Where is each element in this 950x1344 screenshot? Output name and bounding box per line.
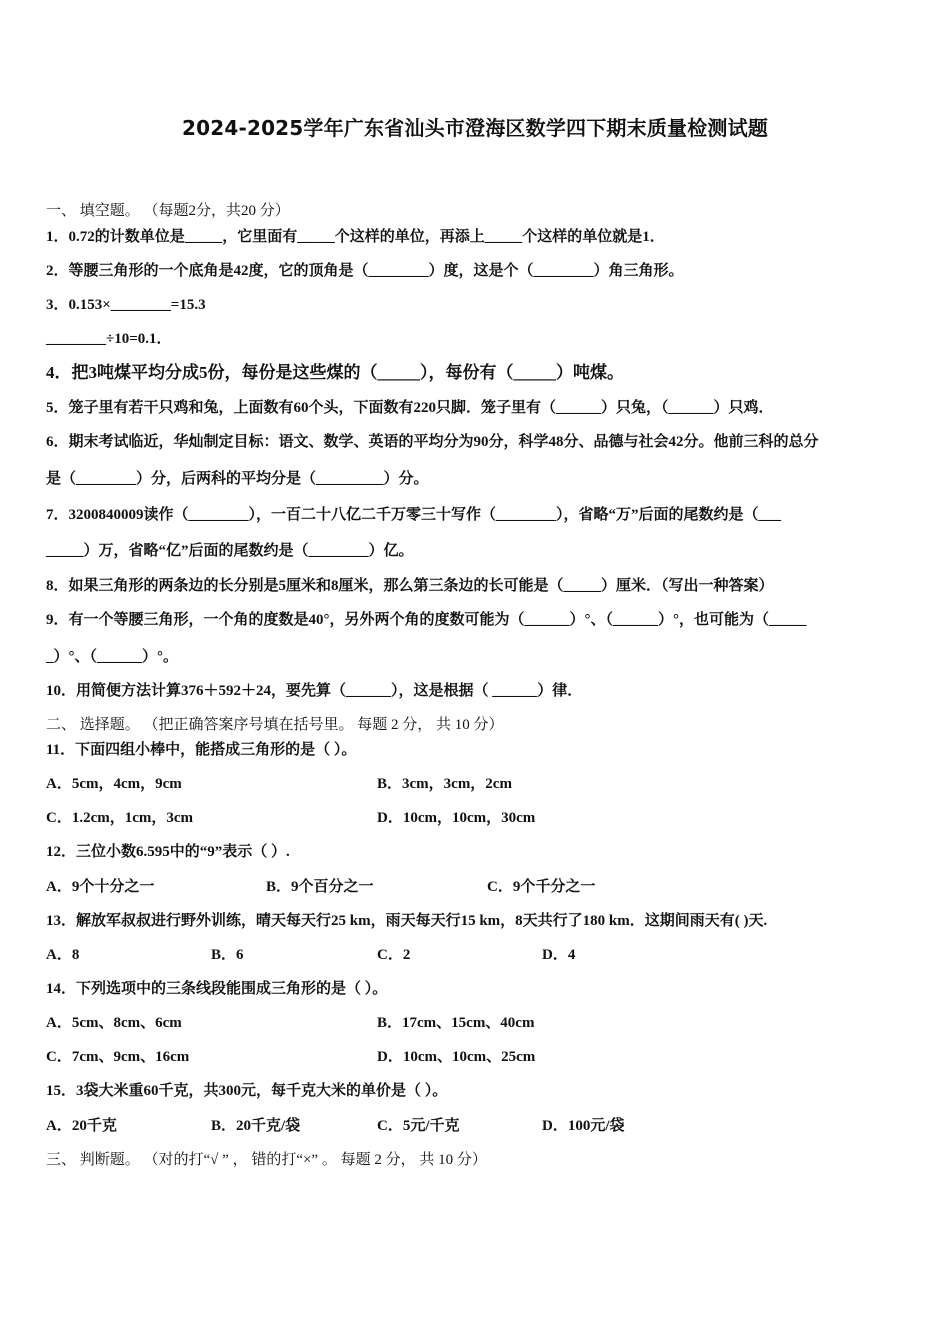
question-5: 5．笼子里有若干只鸡和兔，上面数有60个头，下面数有220只脚．笼子里有（______）只兔，（______）只鸡．: [46, 400, 774, 416]
section-1-title: 一、 填空题。: [46, 203, 140, 219]
question-8: 8．如果三角形的两条边的长分别是5厘米和8厘米，那么第三条边的长可能是（_____）厘米．（写出一种答案）: [46, 578, 774, 594]
q15-option-a: A．20千克: [46, 1118, 117, 1134]
section-1-heading: [46, 201, 290, 221]
section-2-heading: [46, 715, 504, 735]
q12-option-a: A．9个十分之一: [46, 879, 155, 895]
question-9-line-2: _）°、（______）°。: [46, 649, 178, 665]
question-1: 1．0.72的计数单位是_____，它里面有_____个这样的单位，再添上_____个这样的单位就是1．: [46, 229, 665, 245]
question-7-line-2: _____）万，省略“亿”后面的尾数约是（________）亿。: [46, 543, 414, 559]
q15-option-b: B．20千克/袋: [211, 1118, 301, 1134]
question-15: 15．3袋大米重60千克，共300元，每千克大米的单价是（ ）。: [46, 1083, 448, 1099]
question-9-line-1: 9．有一个等腰三角形，一个角的度数是40°，另外两个角的度数可能为（______）°、（______）°，也可能为（_____: [46, 612, 807, 628]
q14-option-a: A．5cm、8cm、6cm: [46, 1015, 182, 1031]
section-3-heading: [46, 1150, 487, 1170]
question-10: 10．用简便方法计算376＋592＋24，要先算（______），这是根据（ ______）律．: [46, 683, 583, 699]
question-3-line-1: 3．0.153×________=15.3: [46, 297, 206, 313]
q13-option-d: D．4: [542, 947, 576, 963]
q11-option-c: C．1.2cm，1cm，3cm: [46, 810, 194, 826]
q15-option-c: C．5元/千克: [377, 1118, 460, 1134]
q12-option-b: B．9个百分之一: [266, 879, 374, 895]
q13-option-b: B．6: [211, 947, 244, 963]
q13-option-a: A．8: [46, 947, 80, 963]
q13-option-c: C．2: [377, 947, 411, 963]
q12-option-c: C．9个千分之一: [487, 879, 596, 895]
question-2: 2．等腰三角形的一个底角是42度，它的顶角是（________）度，这是个（________）角三角形。: [46, 263, 684, 279]
question-7-line-1: 7．3200840009读作（________），一百二十八亿二千万零三十写作（________），省略“万”后面的尾数约是（___: [46, 507, 782, 523]
question-4: 4．把3吨煤平均分成5份，每份是这些煤的（_____），每份有（_____）吨煤。: [46, 363, 624, 382]
question-14: 14．下列选项中的三条线段能围成三角形的是（ ）。: [46, 981, 388, 997]
section-1-note: （每题2分，共20 分）: [143, 203, 290, 219]
question-3-line-2: ________÷10=0.1．: [46, 331, 172, 347]
q14-option-b: B．17cm、15cm、40cm: [377, 1015, 535, 1031]
q15-option-d: D．100元/袋: [542, 1118, 625, 1134]
q11-option-b: B．3cm，3cm，2cm: [377, 776, 512, 792]
q11-option-a: A．5cm，4cm，9cm: [46, 776, 182, 792]
section-3-note: （对的打“√ ” ， 错的打“×” 。 每题 2 分， 共 10 分）: [143, 1152, 487, 1168]
page-title: 2024-2025学年广东省汕头市澄海区数学四下期末质量检测试题: [181, 116, 769, 140]
section-2-title: 二、 选择题。: [46, 717, 140, 733]
question-6-line-1: 6．期末考试临近，华灿制定目标：语文、数学、英语的平均分为90分，科学48分、品德与社会42分。他前三科的总分: [46, 434, 819, 450]
section-2-note: （把正确答案序号填在括号里。 每题 2 分， 共 10 分）: [143, 717, 504, 733]
section-3-title: 三、 判断题。: [46, 1152, 140, 1168]
q14-option-d: D．10cm、10cm、25cm: [377, 1049, 536, 1065]
q14-option-c: C．7cm、9cm、16cm: [46, 1049, 190, 1065]
q11-option-d: D．10cm，10cm，30cm: [377, 810, 536, 826]
question-6-line-2: 是（________）分，后两科的平均分是（_________）分。: [46, 471, 429, 487]
question-12: 12．三位小数6.595中的“9”表示（ ）.: [46, 844, 290, 860]
question-13: 13．解放军叔叔进行野外训练，晴天每天行25 km，雨天每天行15 km，8天共行了180 km．这期间雨天有( )天.: [46, 913, 768, 929]
question-11: 11．下面四组小棒中，能搭成三角形的是（ ）。: [46, 742, 357, 758]
